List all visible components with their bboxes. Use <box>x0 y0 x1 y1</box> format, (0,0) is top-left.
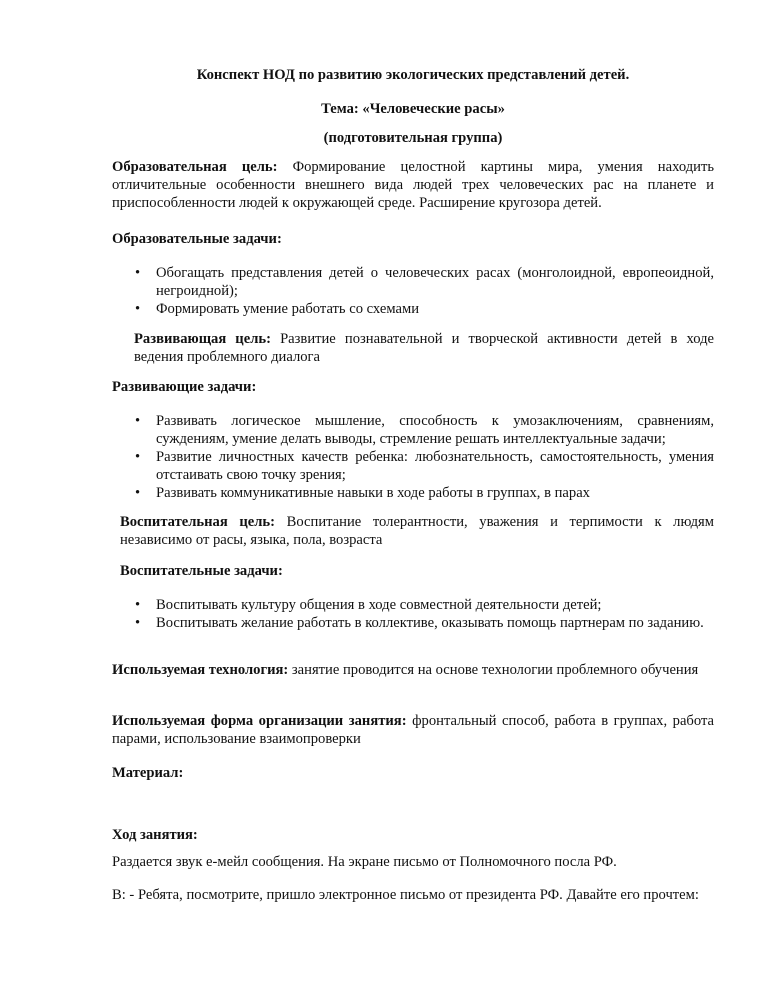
form-text: фронтальный способ, работа в группах, работа парами, использование взаимопроверки <box>112 713 714 747</box>
list-item: • Развитие личностных качеств ребенка: любознательность, самостоятельность, умения отстаивать свою точку зрения; <box>135 449 714 483</box>
list-item: • Воспитывать желание работать в коллективе, оказывать помощь партнерам по заданию. <box>135 615 704 631</box>
bullet-icon: • <box>135 485 141 501</box>
bullet-icon: • <box>135 597 141 613</box>
upb-goal-text: Воспитание толерантности, уважения и терпимости к людям независимо от расы, языка, пола, возраста <box>120 514 714 548</box>
edu-goal-text: Формирование целостной картины мира, умения находить отличительные особенности внешнего вида людей трех человеческих рас на планете и приспособленности людей к окружающей среде. Расширение кругозора детей. <box>112 159 714 211</box>
form-paragraph <box>112 712 714 748</box>
form-label: Используемая форма организации занятия: <box>112 713 407 729</box>
list-item: • Воспитывать культуру общения в ходе совместной деятельности детей; <box>135 597 602 613</box>
bullet-icon: • <box>135 449 141 465</box>
edu-tasks-heading: Образовательные задачи: <box>112 231 282 247</box>
dev-goal-text: Развитие познавательной и творческой активности детей в ходе ведения проблемного диалога <box>134 331 715 365</box>
bullet-icon: • <box>135 615 141 631</box>
upb-tasks-heading: Воспитательные задачи: <box>120 563 283 579</box>
paragraph-teacher-speech: В: - Ребята, посмотрите, пришло электронное письмо от президента РФ. Давайте его прочтем: <box>112 887 699 903</box>
technology-label: Используемая технология: <box>112 662 289 678</box>
group-line: (подготовительная группа) <box>323 130 503 146</box>
dev-tasks-list <box>112 412 714 502</box>
dev-goal-label: Развивающая цель: <box>134 331 271 347</box>
technology-text: занятие проводится на основе технологии проблемного обучения <box>288 662 699 678</box>
upb-tasks-list <box>112 596 714 632</box>
list-item: • Развивать логическое мышление, способность к умозаключениям, сравнениям, суждениям, умение делать выводы, стремление решать интеллектуальные задачи; <box>135 413 714 447</box>
paragraph-email-sound: Раздается звук е-мейл сообщения. На экране письмо от Полномочного посла РФ. <box>112 854 617 870</box>
upb-goal-paragraph <box>112 513 714 549</box>
topic-line: Тема: «Человеческие расы» <box>321 101 505 117</box>
edu-goal-paragraph <box>112 158 714 212</box>
dev-goal-paragraph <box>112 330 714 366</box>
list-item: • Обогащать представления детей о человеческих расах (монголоидной, европеоидной, негроидной); <box>135 265 714 299</box>
edu-goal-label: Образовательная цель: <box>112 159 278 175</box>
document-title: Конспект НОД по развитию экологических представлений детей. <box>196 67 630 83</box>
bullet-icon: • <box>135 413 141 429</box>
dev-tasks-heading: Развивающие задачи: <box>112 379 257 395</box>
list-item: • Формировать умение работать со схемами <box>135 301 420 317</box>
list-item: • Развивать коммуникативные навыки в ходе работы в группах, в парах <box>135 485 590 501</box>
material-heading: Материал: <box>112 765 184 781</box>
edu-tasks-list <box>112 264 714 318</box>
bullet-icon: • <box>135 265 141 281</box>
upb-goal-label: Воспитательная цель: <box>120 514 276 530</box>
bullet-icon: • <box>135 301 141 317</box>
course-heading: Ход занятия: <box>112 827 198 843</box>
technology-paragraph <box>112 661 714 679</box>
